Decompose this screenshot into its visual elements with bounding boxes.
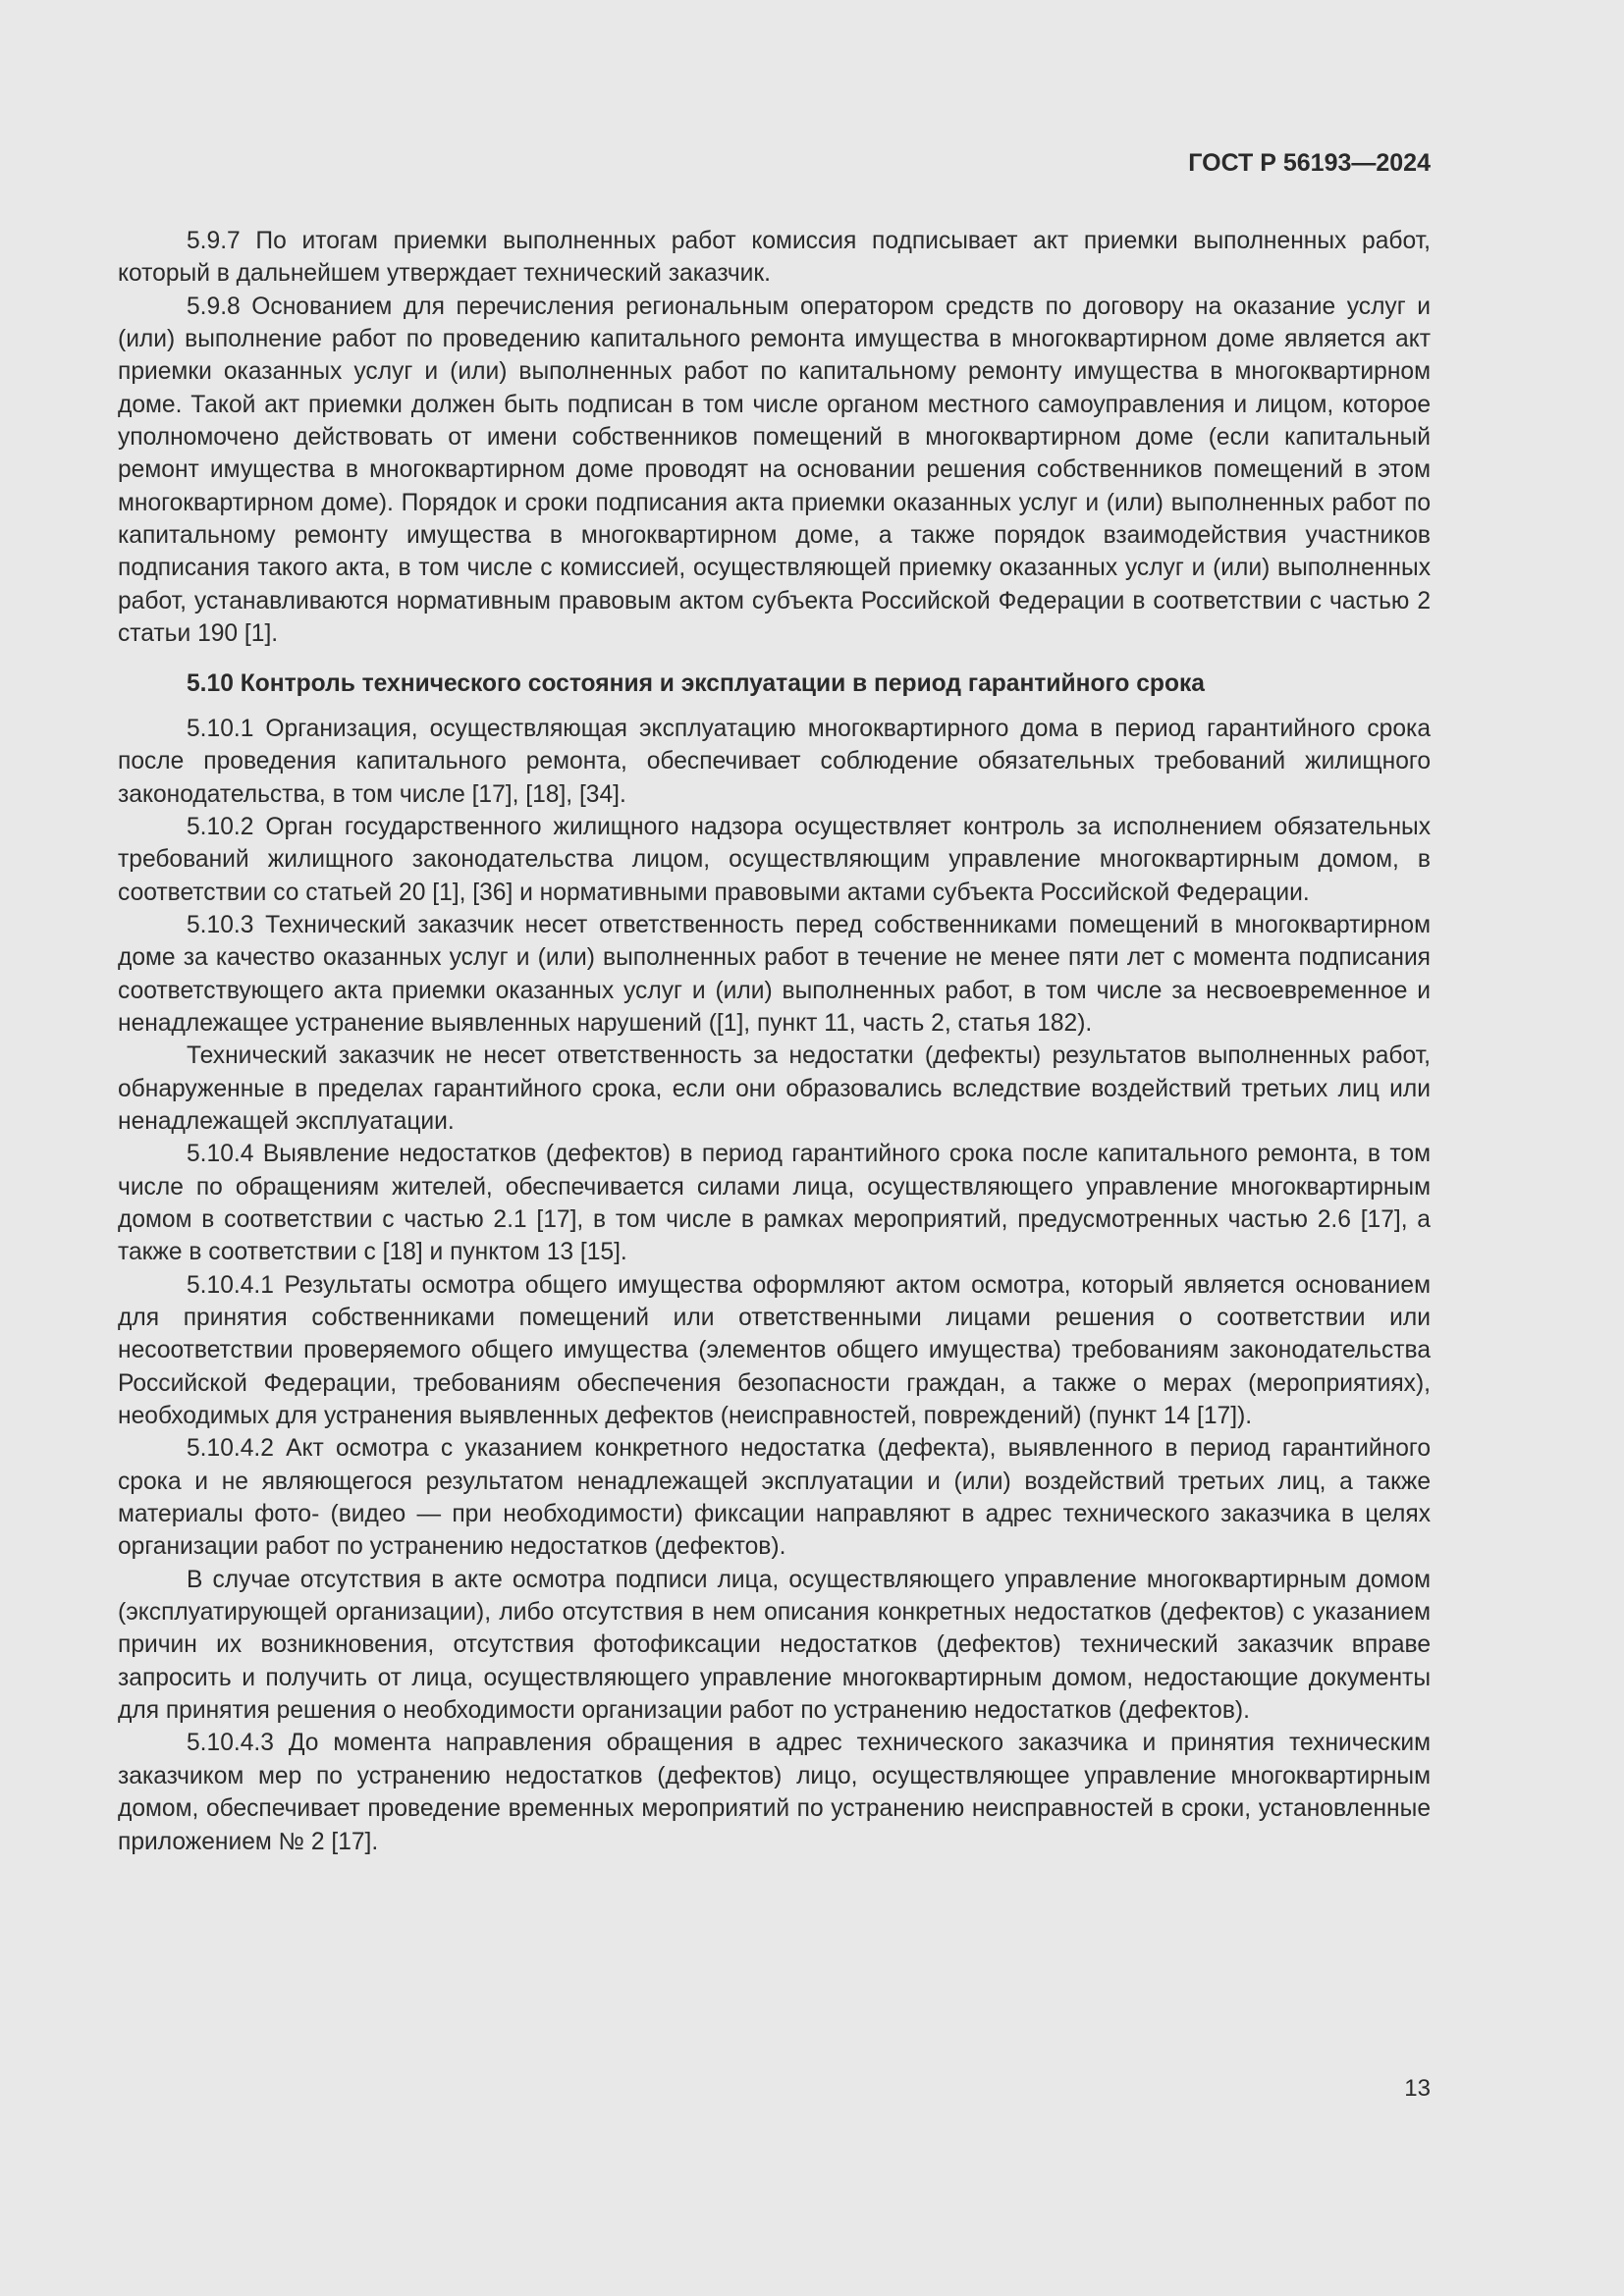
- paragraph-5-10-3-continued: Технический заказчик не несет ответственность за недостатки (дефекты) результатов выполненных работ, обнаруженные в пределах гарантийного срока, если они образовались вследствие воздействий третьих лиц или ненадлежащей эксплуатации.: [118, 1042, 1431, 1135]
- paragraph-5-10-2: 5.10.2 Орган государственного жилищного надзора осуществляет контроль за исполнением обязательных требований жилищного законодательства лицом, осуществляющим управление многоквартирным домом, в соответствии со статьей 20 [1], [36] и нормативными правовыми актами субъекта Российской Федерации.: [118, 813, 1431, 906]
- paragraph-5-9-8: 5.9.8 Основанием для перечисления региональным оператором средств по договору на оказание услуг и (или) выполнение работ по проведению капитального ремонта имущества в многоквартирном доме является акт приемки оказанных услуг и (или) выполненных работ по капитальному ремонту имущества в многоквартирном доме. Такой акт приемки должен быть подписан в том числе органом местного самоуправления и лицом, которое уполномочено действовать от имени собственников помещений в многоквартирном доме (если капитальный ремонт имущества в многоквартирном доме проводят на основании решения собственников помещений в этом многоквартирном доме). Порядок и сроки подписания акта приемки оказанных услуг и (или) выполненных работ по капитальному ремонту имущества в многоквартирном доме, а также порядок взаимодействия участников подписания такого акта, в том числе с комиссией, осуществляющей приемку оказанных услуг и (или) выполненных работ, устанавливаются нормативным правовым актом субъекта Российской Федерации в соответствии с частью 2 статьи 190 [1].: [118, 293, 1431, 648]
- paragraph-5-10-4-3: 5.10.4.3 До момента направления обращения в адрес технического заказчика и принятия техническим заказчиком мер по устранению недостатков (дефектов) лицо, осуществляющее управление многоквартирным домом, обеспечивает проведение временных мероприятий по устранению неисправностей в сроки, установленные приложением № 2 [17].: [118, 1730, 1431, 1855]
- paragraph-5-10-4: 5.10.4 Выявление недостатков (дефектов) в период гарантийного срока после капитального ремонта, в том числе по обращениям жителей, обеспечивается силами лица, осуществляющего управление многоквартирным домом в соответствии с частью 2.1 [17], в том числе в рамках мероприятий, предусмотренных частью 2.6 [17], а также в соответствии с [18] и пунктом 13 [15].: [118, 1141, 1431, 1266]
- paragraph-5-10-4-2-continued: В случае отсутствия в акте осмотра подписи лица, осуществляющего управление многоквартирным домом (эксплуатирующей организации), либо отсутствия в нем описания конкретных недостатков (дефектов) с указанием причин их возникновения, отсутствия фотофиксации недостатков (дефектов) технический заказчик вправе запросить и получить от лица, осуществляющего управление многоквартирным домом, недостающие документы для принятия решения о необходимости организации работ по устранению недостатков (дефектов).: [118, 1566, 1431, 1725]
- paragraph-5-10-1: 5.10.1 Организация, осуществляющая эксплуатацию многоквартирного дома в период гарантийного срока после проведения капитального ремонта, обеспечивает соблюдение обязательных требований жилищного законодательства, в том числе [17], [18], [34].: [118, 715, 1431, 808]
- paragraph-5-10-3: 5.10.3 Технический заказчик несет ответственность перед собственниками помещений в многоквартирном доме за качество оказанных услуг и (или) выполненных работ в течение не менее пяти лет с момента подписания соответствующего акта приемки оказанных услуг и (или) выполненных работ, в том числе за несвоевременное и ненадлежащее устранение выявленных нарушений ([1], пункт 11, часть 2, статья 182).: [118, 911, 1431, 1037]
- paragraph-5-10-4-2: 5.10.4.2 Акт осмотра с указанием конкретного недостатка (дефекта), выявленного в период гарантийного срока и не являющегося результатом ненадлежащей эксплуатации и (или) воздействий третьих лиц, а также материалы фото- (видео — при необходимости) фиксации направляют в адрес технического заказчика в целях организации работ по устранению недостатков (дефектов).: [118, 1435, 1431, 1561]
- section-heading-5-10: 5.10 Контроль технического состояния и эксплуатации в период гарантийного срока: [187, 670, 1205, 698]
- document-header: ГОСТ Р 56193—2024: [1188, 149, 1431, 177]
- paragraph-5-9-7: 5.9.7 По итогам приемки выполненных работ комиссия подписывает акт приемки выполненных работ, который в дальнейшем утверждает технический заказчик.: [118, 228, 1431, 288]
- document-body: [118, 225, 1431, 1858]
- page-number: 13: [1404, 2075, 1431, 2102]
- paragraph-5-10-4-1: 5.10.4.1 Результаты осмотра общего имущества оформляют актом осмотра, который является основанием для принятия собственниками помещений или ответственными лицами решения о соответствии или несоответствии проверяемого общего имущества (элементов общего имущества) требованиям законодательства Российской Федерации, требованиям обеспечения безопасности граждан, а также о мерах (мероприятиях), необходимых для устранения выявленных дефектов (неисправностей, повреждений) (пункт 14 [17]).: [118, 1271, 1431, 1430]
